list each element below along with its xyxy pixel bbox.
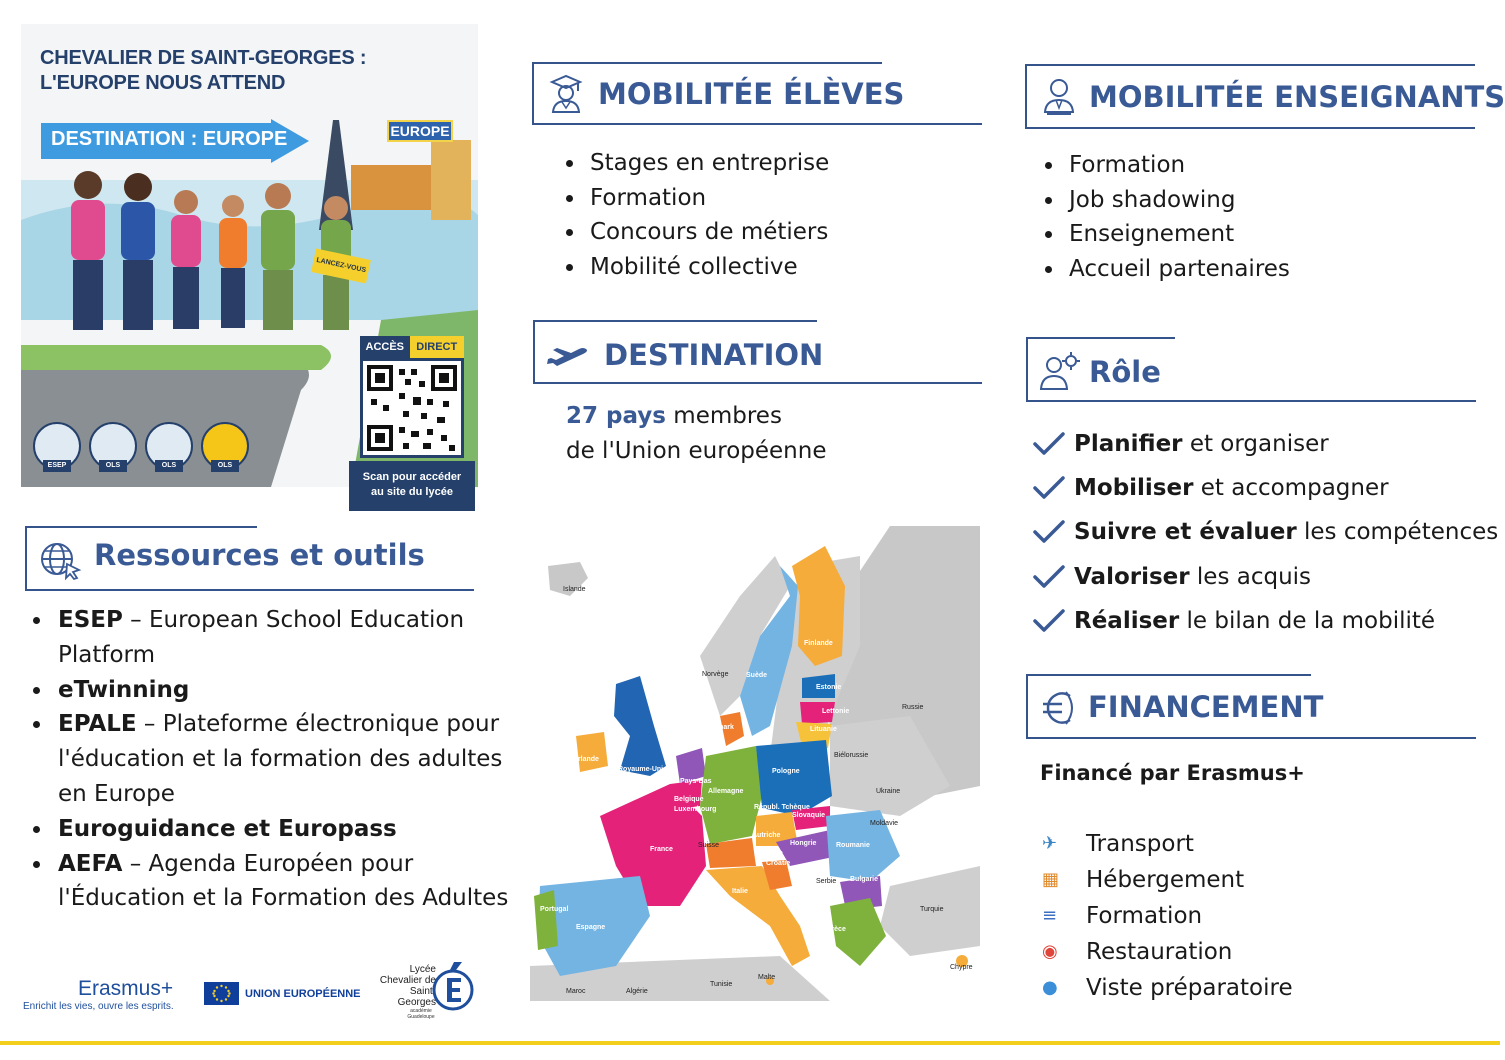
map-label: Suède [746, 672, 768, 679]
badge-label: ESEP [43, 460, 71, 472]
map-label: Chypre [950, 964, 973, 971]
list-item [30, 603, 510, 673]
map-label: Tunisie [710, 981, 733, 988]
role-item [1032, 510, 1498, 554]
poster-title-line2: L'EUROPE NOUS ATTEND [40, 72, 286, 94]
erasmus-name: Erasmus+ [78, 977, 174, 1000]
lycee-academie: académie Guadeloupe [407, 1008, 435, 1020]
funding-item [1042, 970, 1293, 1006]
globe-cursor-icon [37, 540, 85, 580]
scan-line2: au site du lycée [371, 486, 453, 498]
resources-list [30, 603, 510, 916]
map-label: Portugal [540, 906, 569, 913]
role-item [1032, 422, 1498, 466]
destination-label: DESTINATION : EUROPE [51, 128, 288, 150]
ols-badge [201, 422, 249, 470]
funding-item [1042, 826, 1293, 862]
destination-line1: membres [665, 403, 782, 429]
resources-title: Ressources et outils [94, 538, 425, 572]
eleves-header [532, 62, 982, 126]
map-label: Lituanie [810, 726, 837, 733]
destination-title: DESTINATION [604, 338, 824, 372]
eu-stars [204, 982, 239, 1005]
role-text: et organiser [1182, 431, 1329, 458]
role-item [1032, 466, 1498, 510]
role-text: les compétences [1296, 519, 1499, 546]
map-label: Luxembourg [674, 806, 717, 813]
list-item: Formation [562, 181, 829, 216]
role-verb: Mobiliser [1074, 475, 1194, 502]
list-item [30, 812, 510, 847]
erasmus-tagline: Enrichit les vies, ouvre les esprits. [23, 1001, 174, 1012]
financement-list [1042, 826, 1293, 1006]
lycee-line2: Chevalier de [379, 975, 436, 986]
list-item [30, 707, 510, 811]
map-label: Italie [732, 888, 748, 895]
lycee-line3: Saint-Georges [397, 986, 436, 1008]
badge-label: OLS [155, 460, 183, 472]
funding-item [1042, 934, 1293, 970]
item-text: – Agenda Européen pour l'Éducation et la Formation des Adultes [58, 850, 509, 912]
badge-label: OLS [99, 460, 127, 472]
eu-text: UNION EUROPÉENNE [245, 987, 361, 1000]
map-label: Autriche [752, 832, 781, 839]
map-label: Allemagne [708, 788, 744, 795]
funding-label: Transport [1086, 831, 1194, 857]
role-verb: Réaliser [1074, 607, 1180, 634]
poster-badges [33, 422, 249, 470]
acces-text: ACCÈS [360, 336, 410, 358]
item-bold: AEFA [58, 850, 123, 877]
map-label: Belgique [674, 796, 704, 803]
eleves-list [562, 146, 829, 285]
role-text: et accompagner [1193, 475, 1389, 502]
item-bold: eTwinning [58, 676, 190, 703]
map-label: Suisse [698, 842, 720, 849]
globe-icon: ● [1042, 977, 1058, 998]
enseignants-header [1025, 64, 1505, 130]
scan-line1: Scan pour accéder [362, 471, 462, 483]
map-label: Bulgarie [850, 876, 879, 883]
scan-caption [349, 461, 475, 511]
poster-title-line1: CHEVALIER DE SAINT-GEORGES : [40, 47, 367, 69]
checkmark-icon [1032, 431, 1074, 457]
map-label: Danemark [700, 724, 734, 731]
financement-header [1026, 674, 1476, 740]
airplane-icon: ✈ [1042, 833, 1058, 854]
europe-map [530, 526, 980, 1001]
destination-header [533, 320, 982, 385]
financement-title: FINANCEMENT [1088, 690, 1324, 724]
teacher-icon [1041, 78, 1077, 116]
funding-item [1042, 862, 1293, 898]
lycee-e-emblem-icon [430, 960, 476, 1012]
list-item: Enseignement [1041, 217, 1290, 252]
map-label: Lettonie [822, 708, 850, 715]
list-item: Formation [1041, 148, 1290, 183]
map-label: Slovénie [754, 850, 783, 857]
role-list [1032, 422, 1498, 643]
map-label: Irlande [576, 756, 599, 763]
qr-code[interactable] [360, 358, 464, 458]
funding-item [1042, 898, 1293, 934]
map-label: Républ. Tchèque [754, 804, 810, 811]
role-header [1026, 337, 1476, 403]
list-item: Concours de métiers [562, 215, 829, 250]
map-label: Espagne [576, 924, 606, 931]
role-title: Rôle [1089, 355, 1161, 389]
item-bold: ESEP [58, 607, 123, 633]
lancez-vous-banner: LANCEZ-VOUS [311, 248, 371, 283]
graduate-icon [548, 74, 584, 114]
map-label: Finlande [804, 640, 833, 647]
role-item [1032, 599, 1498, 643]
role-verb: Valoriser [1074, 563, 1190, 590]
checkmark-icon [1032, 608, 1074, 634]
destination-line2: de l'Union européenne [566, 437, 827, 464]
map-label: Ukraine [876, 788, 901, 795]
list-item [30, 673, 510, 708]
books-icon: ≡ [1042, 905, 1058, 926]
erasmus-logo [23, 977, 174, 1012]
map-label: Slovaquie [792, 812, 826, 819]
list-item: Accueil partenaires [1041, 252, 1290, 287]
ols-badge [145, 422, 193, 470]
role-verb: Planifier [1074, 431, 1183, 458]
eu-logo [204, 982, 361, 1005]
country-count: 27 pays [566, 403, 666, 429]
checkmark-icon [1032, 475, 1074, 501]
map-label: Grèce [826, 926, 846, 933]
role-verb: Suivre et évaluer [1074, 519, 1297, 546]
map-label: Estonie [816, 684, 842, 691]
map-label: Royaume-Uni [618, 766, 664, 773]
destination-text [566, 399, 827, 468]
map-label: Turquie [920, 906, 944, 913]
map-label: Algérie [626, 988, 648, 995]
acces-direct-label [360, 336, 464, 358]
list-item [30, 847, 510, 917]
item-bold: Euroguidance et Europass [58, 815, 397, 842]
map-label: Maroc [566, 988, 586, 995]
role-text: les acquis [1189, 563, 1312, 590]
funding-label: Restauration [1086, 939, 1233, 965]
europe-sign: EUROPE [387, 120, 453, 142]
map-label: Pays-Bas [680, 778, 712, 785]
financement-subtitle: Financé par Erasmus+ [1040, 761, 1305, 785]
ols-badge [89, 422, 137, 470]
list-item: Mobilité collective [562, 250, 829, 285]
eleves-title: MOBILITÉE ÉLÈVES [598, 77, 905, 111]
qr-pattern [363, 361, 461, 455]
badge-label: OLS [211, 460, 239, 472]
item-text: – Plateforme électronique pour l'éducation et la formation des adultes en Europe [58, 711, 503, 807]
direct-text: DIRECT [410, 336, 464, 358]
lycee-line1: Lycée [409, 964, 436, 975]
esep-badge [33, 422, 81, 470]
role-text: le bilan de la mobilité [1179, 607, 1436, 634]
funding-label: Formation [1086, 903, 1203, 929]
role-item [1032, 555, 1498, 599]
enseignants-title: MOBILITÉE ENSEIGNANTS [1089, 80, 1505, 114]
resources-header [25, 526, 474, 592]
airplane-icon [545, 344, 589, 372]
map-label: Serbie [816, 878, 837, 885]
map-label: Croatie [766, 860, 791, 867]
item-bold: EPALE [58, 711, 137, 738]
map-label: Norvège [702, 671, 729, 678]
poster-title [40, 46, 366, 96]
map-label: Biélorussie [834, 752, 869, 759]
map-label: France [650, 846, 673, 853]
restaurant-icon: ◉ [1042, 941, 1058, 962]
eu-flag-icon [204, 982, 239, 1005]
euro-icon [1040, 688, 1080, 728]
person-gear-icon [1038, 351, 1082, 391]
map-label: Pologne [772, 768, 800, 775]
map-label: Islande [563, 586, 586, 593]
list-item: Stages en entreprise [562, 146, 829, 181]
item-text: – European School Education Platform [58, 607, 465, 668]
footer-rule [0, 1041, 1500, 1045]
checkmark-icon [1032, 519, 1074, 545]
map-label: Moldavie [870, 820, 899, 827]
list-item: Job shadowing [1041, 183, 1290, 218]
map-label: Malte [758, 974, 776, 981]
checkmark-icon [1032, 564, 1074, 590]
enseignants-list [1041, 148, 1290, 287]
funding-label: Hébergement [1086, 867, 1245, 893]
funding-label: Viste préparatoire [1086, 975, 1293, 1001]
map-label: Russie [902, 704, 924, 711]
poster-image [21, 24, 478, 498]
lycee-name [378, 964, 436, 1008]
map-label: Roumanie [836, 842, 870, 849]
hotel-icon: ▦ [1042, 869, 1060, 890]
map-label: Hongrie [790, 840, 817, 847]
